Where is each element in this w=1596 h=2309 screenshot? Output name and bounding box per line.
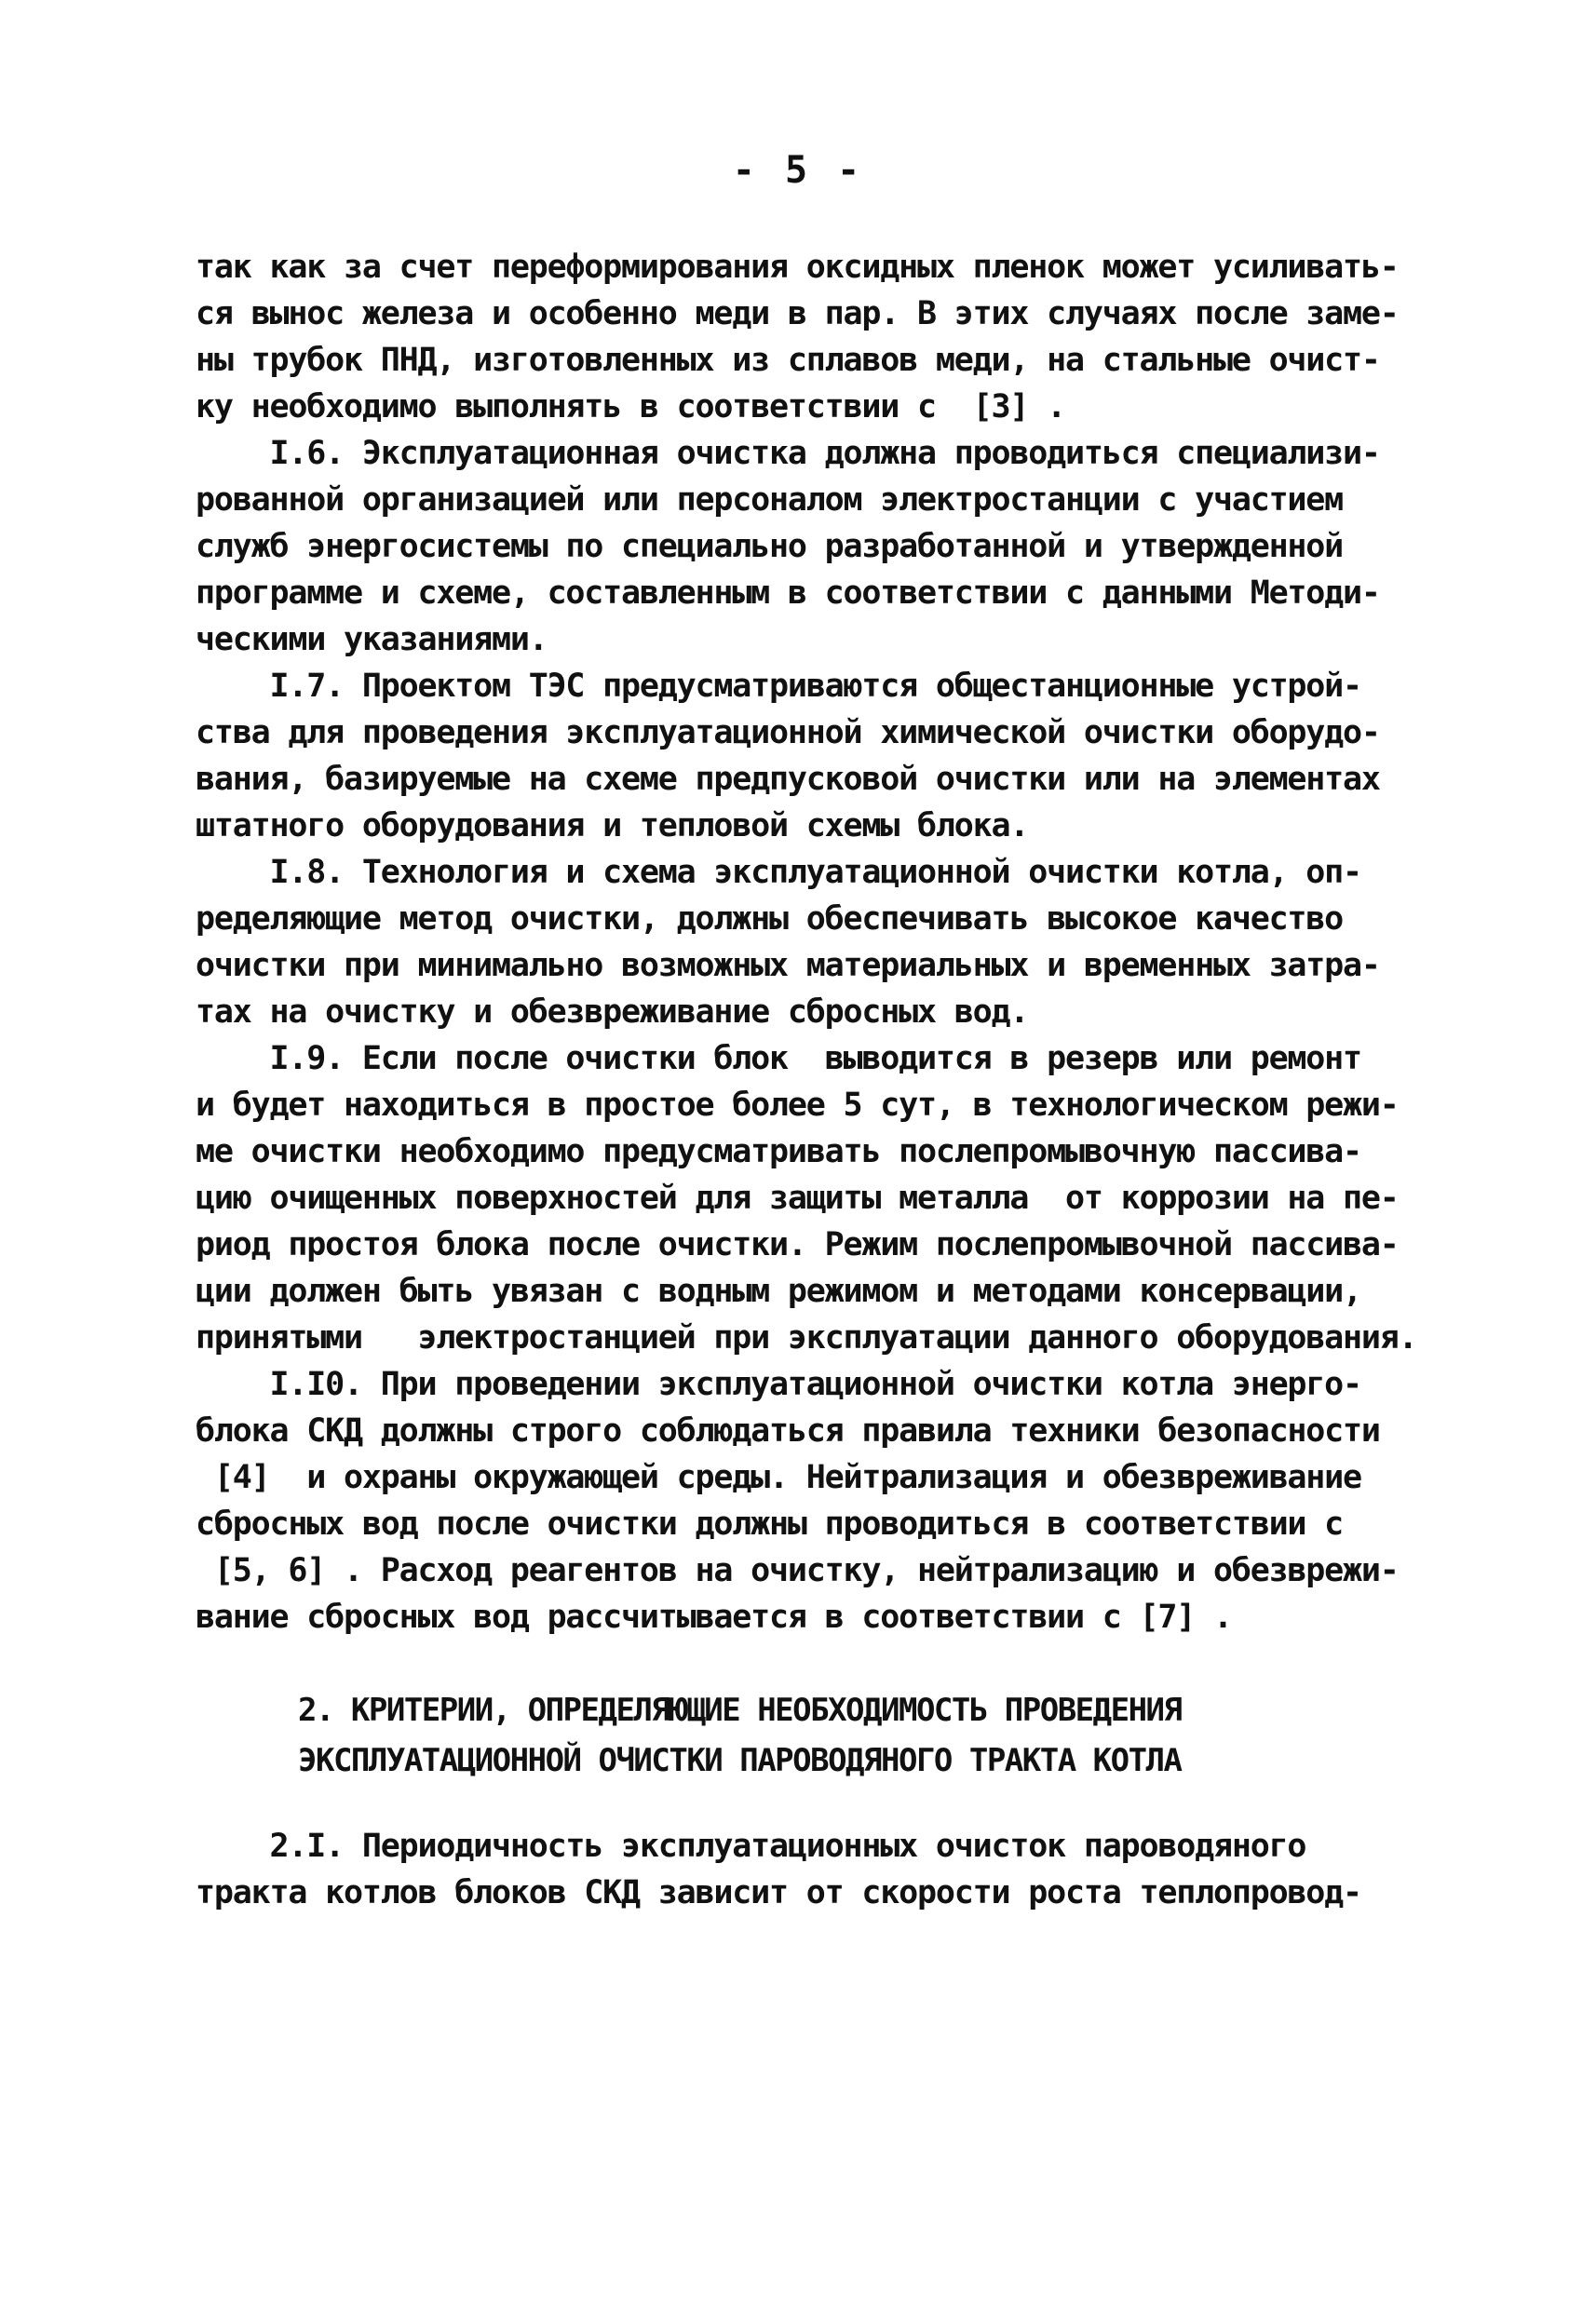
section-spacer xyxy=(196,1786,1453,1823)
text-line: рованной организацией или персоналом электростанции с участием xyxy=(196,481,1344,519)
text-line: ме очистки необходимо предусматривать послепромывочную пассива- xyxy=(196,1133,1361,1170)
text-line: тах на очистку и обезвреживание сбросных вод. xyxy=(196,993,1029,1031)
page-number: - 5 - xyxy=(732,149,864,192)
text-line: вание сбросных вод рассчитывается в соответствии с [7] . xyxy=(196,1599,1232,1636)
text-line: цию очищенных поверхностей для защиты металла от коррозии на пе- xyxy=(196,1180,1399,1217)
text-line: ся вынос железа и особенно меди в пар. В этих случаях после заме- xyxy=(196,295,1399,332)
section-spacer xyxy=(196,1641,1453,1685)
text-line: вания, базируемые на схеме предпусковой очистки или на элементах xyxy=(196,761,1380,798)
text-line: риод простоя блока после очистки. Режим послепромывочной пассива- xyxy=(196,1226,1399,1263)
text-line: ции должен быть увязан с водным режимом и методами консервации, xyxy=(196,1273,1361,1310)
text-line: программе и схеме, составленным в соответствии с данными Методи- xyxy=(196,574,1380,612)
text-line: [5, 6] . Расход реагентов на очистку, нейтрализацию и обезврежи- xyxy=(196,1552,1399,1589)
text-line: штатного оборудования и тепловой схемы блока. xyxy=(196,807,1029,844)
section-heading: ЭКСПЛУАТАЦИОННОЙ ОЧИСТКИ ПАРОВОДЯНОГО ТРАКТА КОТЛА xyxy=(298,1742,1182,1779)
paragraph-1-9-start: I.9. Если после очистки блок выводится в резерв или ремонт xyxy=(196,1040,1361,1077)
text-line: принятыми электростанцией при эксплуатации данного оборудования. xyxy=(196,1319,1417,1357)
text-line: блока СКД должны строго соблюдаться правила техники безопасности xyxy=(196,1412,1380,1450)
text-line: [4] и охраны окружающей среды. Нейтрализация и обезвреживание xyxy=(196,1459,1361,1496)
paragraph-1-8-start: I.8. Технология и схема эксплуатационной очистки котла, оп- xyxy=(196,854,1361,891)
text-line: ку необходимо выполнять в соответствии с [3] . xyxy=(196,388,1065,425)
text-line: и будет находиться в простое более 5 сут, в технологическом режи- xyxy=(196,1087,1399,1124)
paragraph-1-7-start: I.7. Проектом ТЭС предусматриваются общестанционные устрой- xyxy=(196,668,1361,705)
paragraph-1-6-start: I.6. Эксплуатационная очистка должна проводиться специализи- xyxy=(196,435,1380,472)
text-line: ства для проведения эксплуатационной химической очистки оборудо- xyxy=(196,714,1380,751)
text-line: служб энергосистемы по специально разработанной и утвержденной xyxy=(196,528,1344,565)
text-line: так как за счет переформирования оксидных пленок может усиливать- xyxy=(196,249,1399,286)
body-text xyxy=(196,244,1453,1916)
text-line: ны трубок ПНД, изготовленных из сплавов меди, на стальные очист- xyxy=(196,342,1380,379)
paragraph-1-10-start: I.I0. При проведении эксплуатационной очистки котла энерго- xyxy=(196,1366,1361,1403)
text-line: тракта котлов блоков СКД зависит от скорости роста теплопровод- xyxy=(196,1874,1361,1911)
text-line: ческими указаниями. xyxy=(196,621,548,658)
paragraph-2-1-start: 2.I. Периодичность эксплуатационных очисток пароводяного xyxy=(196,1828,1306,1865)
text-line: очистки при минимально возможных материальных и временных затра- xyxy=(196,947,1380,984)
text-line: ределяющие метод очистки, должны обеспечивать высокое качество xyxy=(196,900,1344,938)
section-heading: 2. КРИТЕРИИ, ОПРЕДЕЛЯЮЩИЕ НЕОБХОДИМОСТЬ ПРОВЕДЕНИЯ xyxy=(298,1692,1182,1729)
text-line: сбросных вод после очистки должны проводиться в соответствии с xyxy=(196,1506,1344,1543)
